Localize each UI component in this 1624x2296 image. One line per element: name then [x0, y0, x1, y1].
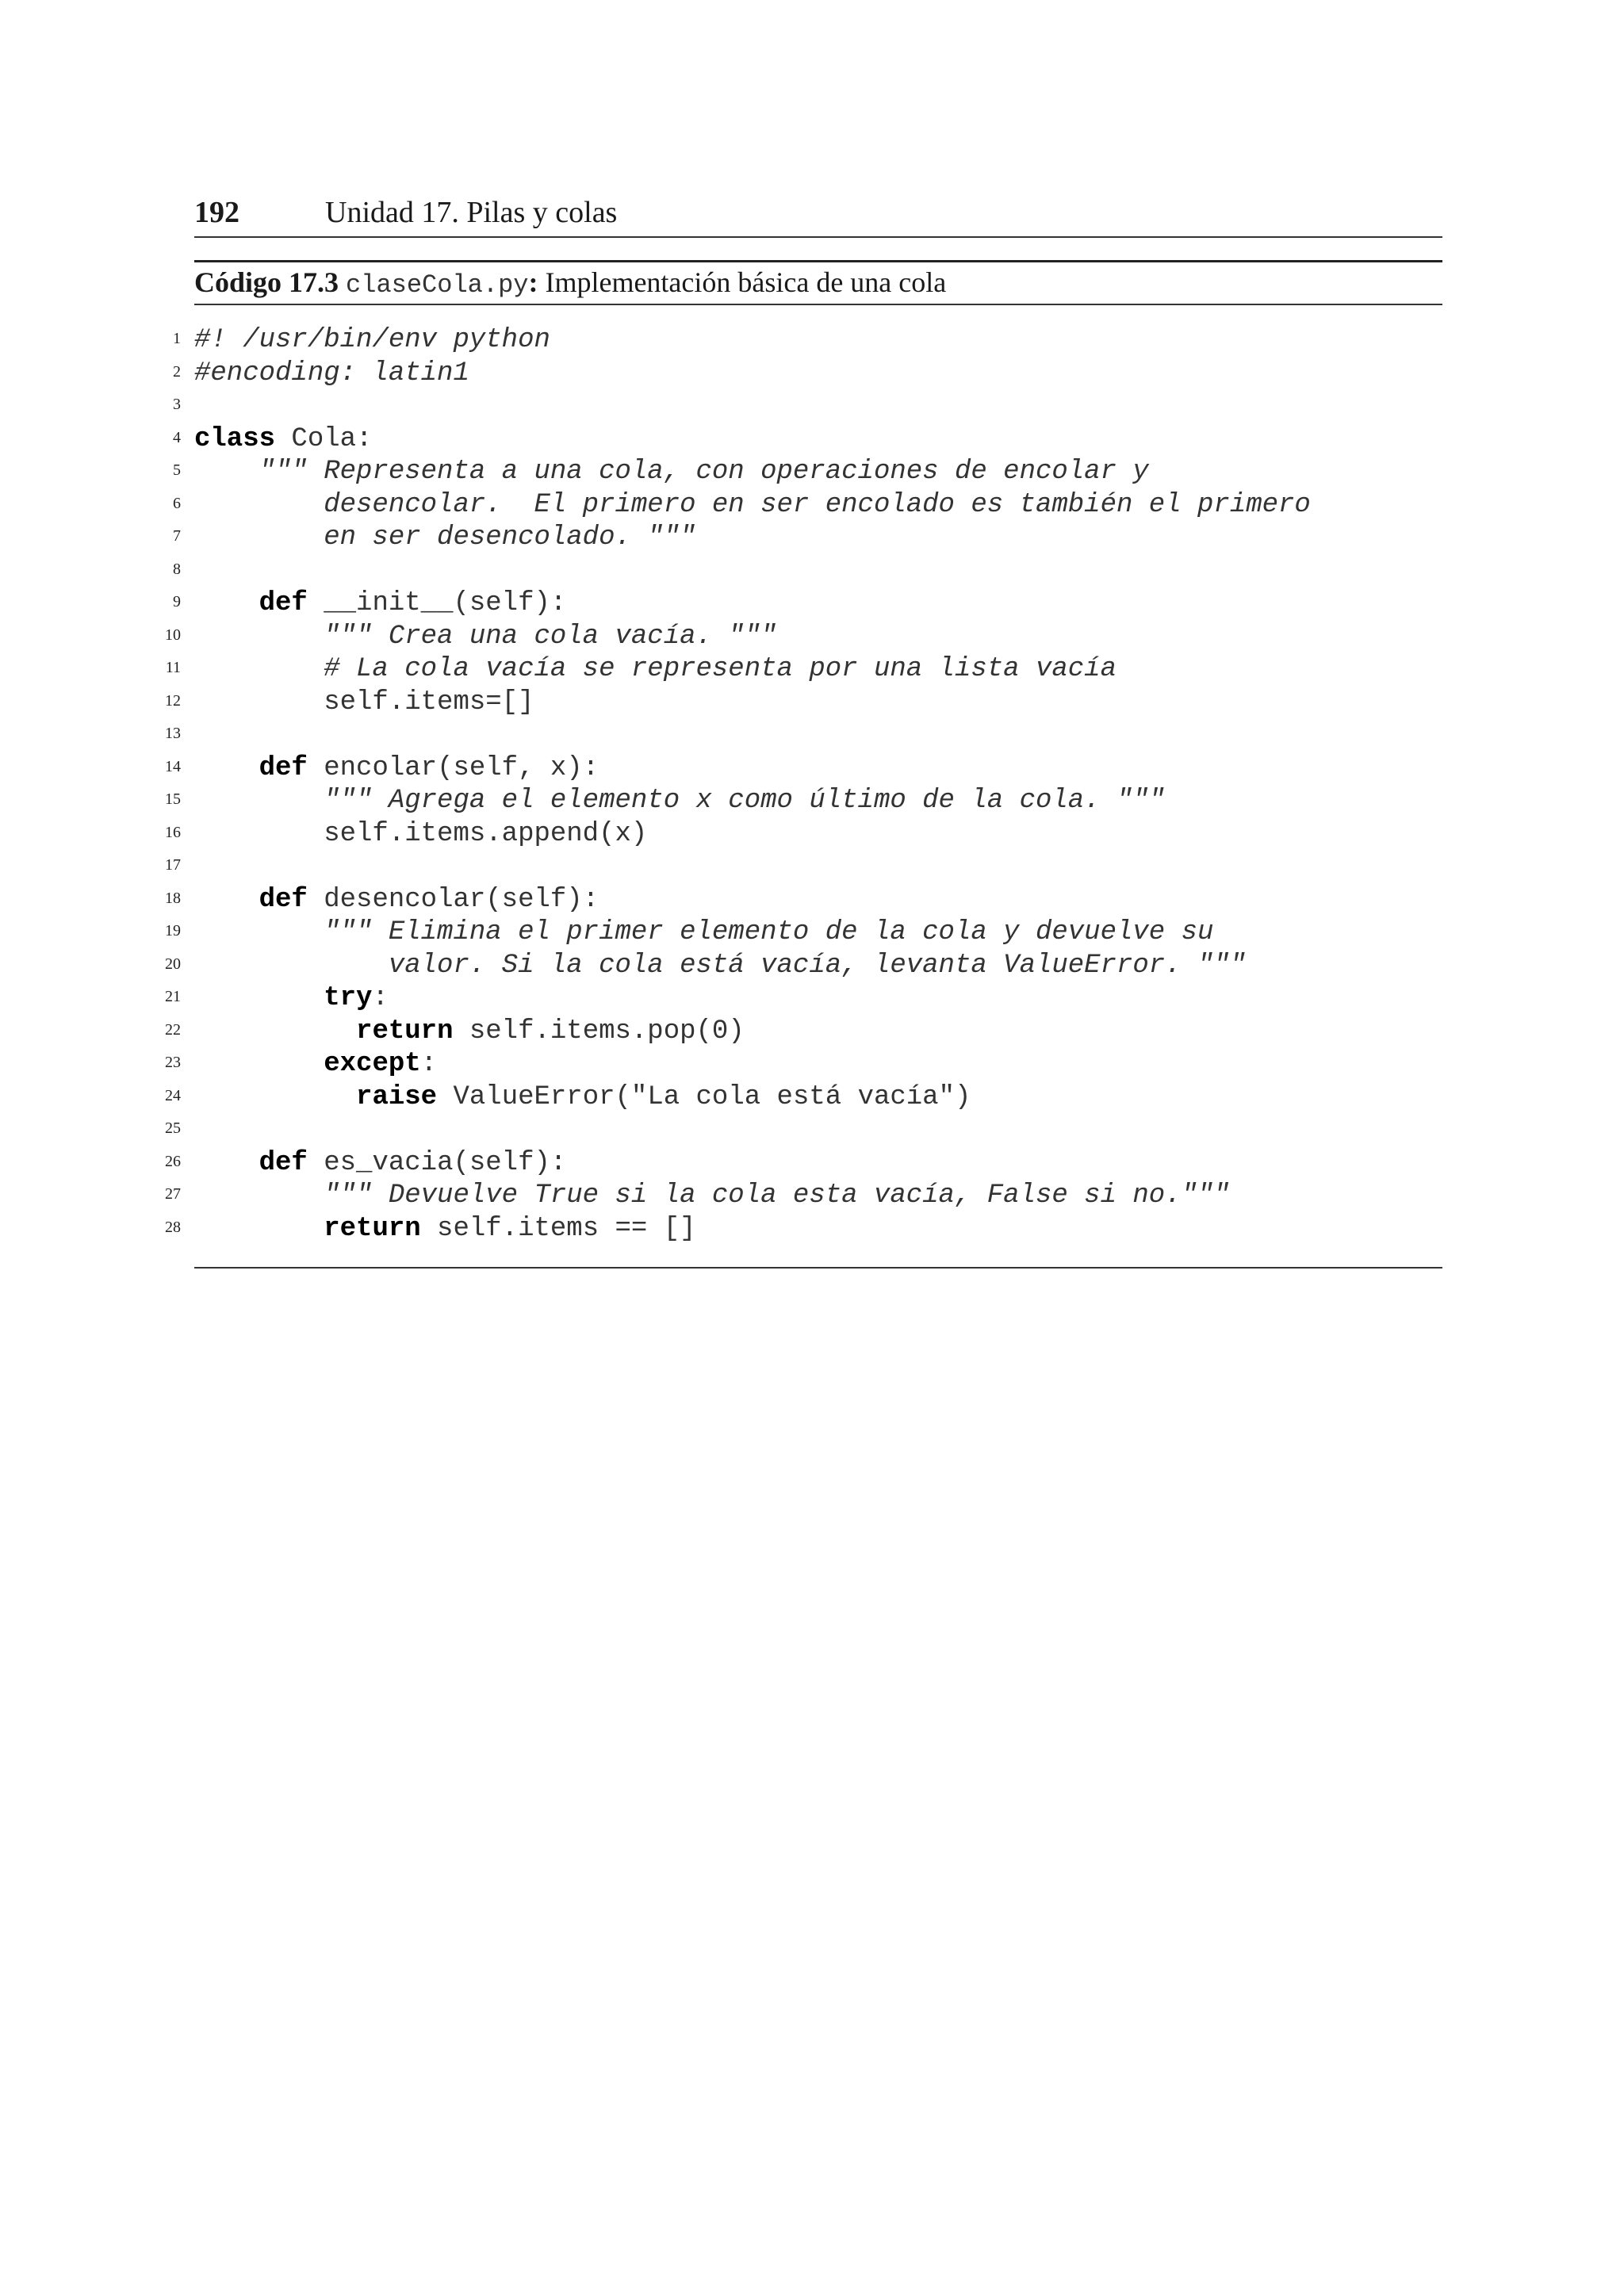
line-number: 27: [165, 1185, 181, 1203]
code-text: [194, 885, 599, 915]
line-number: 1: [173, 330, 181, 347]
code-text: [194, 654, 1116, 684]
code-line: [0, 1115, 1624, 1148]
code-token: [194, 1016, 356, 1047]
code-token: :: [372, 983, 389, 1013]
code-line: [0, 1181, 1624, 1214]
code-line: [0, 588, 1624, 622]
code-text: [194, 424, 372, 454]
code-text: [194, 1181, 1230, 1211]
code-line: [0, 556, 1624, 589]
code-line: [0, 457, 1624, 490]
code-line: [0, 917, 1624, 951]
code-line: [0, 951, 1624, 984]
code-token: self.items.pop(0): [453, 1016, 745, 1047]
code-token: __init__(self):: [307, 588, 567, 618]
line-number: 12: [165, 691, 181, 710]
line-number: 24: [165, 1086, 181, 1104]
code-text: [194, 786, 1165, 816]
code-text: [194, 522, 696, 553]
code-token: [194, 885, 259, 915]
code-line: [0, 522, 1624, 556]
keyword: try: [324, 983, 373, 1013]
code-token: # La cola vacía se representa por una lista vacía: [194, 654, 1116, 684]
code-text: [194, 325, 550, 355]
code-token: """ Agrega el elemento x como último de la cola. """: [194, 786, 1166, 816]
code-line: [0, 1082, 1624, 1115]
keyword: def: [259, 588, 308, 618]
code-line: [0, 325, 1624, 358]
code-text: [194, 1016, 745, 1047]
code-line: [0, 622, 1624, 655]
keyword: def: [259, 884, 308, 915]
caption-filename: claseCola.py: [346, 270, 529, 300]
line-number: 15: [165, 790, 181, 808]
code-line: [0, 851, 1624, 885]
code-line: [0, 424, 1624, 457]
code-line: [0, 1016, 1624, 1050]
code-line: [0, 1214, 1624, 1247]
code-text: [194, 1082, 971, 1112]
code-token: """ Representa a una cola, con operaciones de encolar y: [194, 457, 1149, 487]
line-number: 6: [173, 494, 181, 512]
code-line: [0, 1049, 1624, 1082]
code-text: [194, 983, 389, 1013]
code-token: [194, 1214, 324, 1244]
code-token: en ser desencolado. """: [194, 522, 696, 553]
line-number: 28: [165, 1218, 181, 1236]
code-token: [194, 1082, 356, 1112]
keyword: class: [194, 423, 276, 454]
code-text: [194, 951, 1246, 981]
running-title: Unidad 17. Pilas y colas: [325, 196, 618, 229]
code-text: [194, 490, 1311, 520]
line-number: 10: [165, 626, 181, 644]
code-line: [0, 391, 1624, 424]
line-number: 19: [165, 922, 181, 939]
code-line: [0, 490, 1624, 523]
keyword: raise: [356, 1081, 438, 1112]
line-number: 21: [165, 988, 181, 1005]
line-number: 5: [173, 461, 181, 479]
line-number: 16: [165, 823, 181, 841]
line-number: 17: [165, 856, 181, 874]
code-text: [194, 819, 647, 849]
keyword: return: [324, 1213, 421, 1244]
code-token: self.items == []: [420, 1213, 696, 1244]
code-text: [194, 687, 534, 718]
code-token: [194, 588, 259, 618]
line-number: 26: [165, 1152, 181, 1170]
line-number: 13: [165, 725, 181, 742]
code-text: [194, 1049, 437, 1079]
line-number: 11: [165, 659, 181, 676]
line-number: 9: [173, 593, 181, 610]
caption-description: Implementación básica de una cola: [538, 266, 947, 298]
line-number: 18: [165, 889, 181, 907]
line-number: 7: [173, 527, 181, 545]
code-token: #encoding: latin1: [194, 358, 469, 388]
page-header: [194, 195, 1442, 238]
code-token: [194, 1049, 324, 1079]
page-number: 192: [194, 196, 239, 229]
code-text: [194, 358, 469, 388]
line-number: 8: [173, 560, 181, 578]
code-line: [0, 786, 1624, 819]
line-number: 14: [165, 757, 181, 775]
code-token: desencolar. El primero en ser encolado es también el primero: [194, 489, 1311, 520]
line-number: 2: [173, 362, 181, 381]
bottom-rule: [194, 1267, 1442, 1269]
code-token: """ Elimina el primer elemento de la cola y devuelve su: [194, 917, 1214, 947]
code-text: [194, 457, 1149, 487]
code-token: :: [420, 1049, 438, 1079]
code-token: self.items=[]: [194, 687, 534, 718]
code-token: self.items.append(x): [194, 818, 648, 849]
code-listing: [0, 325, 1624, 1246]
code-token: [194, 753, 259, 783]
code-caption: [194, 260, 1442, 305]
keyword: def: [259, 1147, 308, 1178]
code-line: [0, 983, 1624, 1016]
code-text: [194, 1214, 696, 1244]
code-token: """ Devuelve True si la cola esta vacía, False si no.""": [194, 1181, 1230, 1211]
code-token: ValueError("La cola está vacía"): [437, 1081, 971, 1112]
code-text: [194, 1148, 566, 1178]
code-token: valor. Si la cola está vacía, levanta ValueError. """: [194, 950, 1247, 981]
code-token: es_vacia(self):: [307, 1147, 567, 1178]
code-line: [0, 654, 1624, 687]
code-line: [0, 1148, 1624, 1181]
line-number: 20: [165, 955, 181, 973]
line-number: 4: [173, 428, 181, 446]
code-line: [0, 753, 1624, 786]
keyword: except: [324, 1049, 421, 1079]
caption-label: Código 17.3: [194, 266, 339, 298]
code-token: """ Crea una cola vacía. """: [194, 621, 777, 652]
line-number: 23: [165, 1054, 181, 1071]
code-text: [194, 753, 599, 783]
keyword: def: [259, 752, 308, 783]
caption-separator: :: [528, 266, 538, 298]
code-line: [0, 720, 1624, 753]
keyword: return: [356, 1016, 454, 1047]
code-line: [0, 885, 1624, 918]
code-text: [194, 917, 1213, 947]
line-number: 3: [173, 396, 181, 413]
code-text: [194, 622, 777, 652]
code-token: [194, 983, 324, 1013]
code-line: [0, 687, 1624, 721]
line-number: 22: [165, 1020, 181, 1039]
code-token: #! /usr/bin/env python: [194, 325, 550, 355]
code-line: [0, 358, 1624, 392]
code-token: [194, 1148, 259, 1178]
code-token: Cola:: [275, 423, 373, 454]
line-number: 25: [165, 1119, 181, 1137]
code-token: desencolar(self):: [307, 884, 599, 915]
code-text: [194, 588, 566, 618]
code-token: encolar(self, x):: [307, 752, 599, 783]
code-line: [0, 819, 1624, 852]
